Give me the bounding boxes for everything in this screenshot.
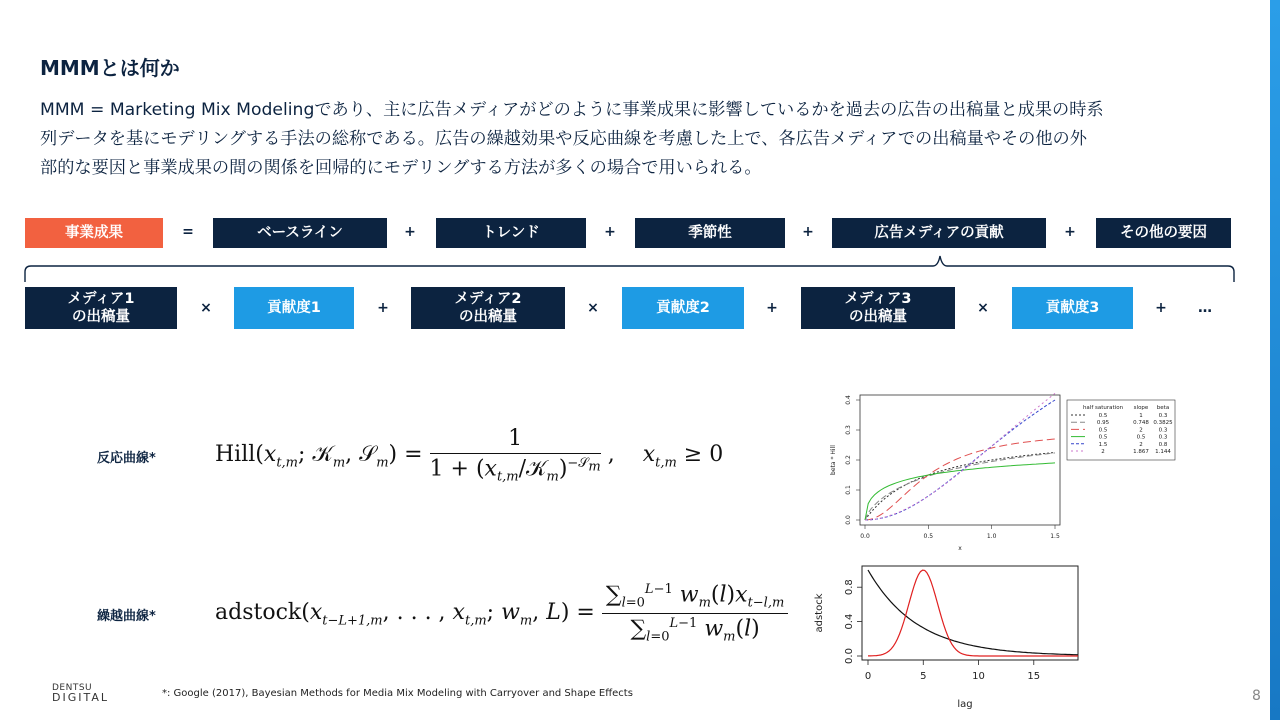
plus-sign: + [377,300,389,316]
legend-value: 1.867 [1133,449,1149,455]
y-axis-label: adstock [814,593,825,633]
plus-sign: + [1155,300,1167,316]
legend-value: 0.3 [1158,434,1168,441]
legend-value: 2 [1139,441,1143,448]
legend-value: 0.3 [1158,427,1168,434]
legend-header: slope [1133,405,1149,411]
equals-sign: = [182,224,194,240]
plus-sign: + [404,224,416,240]
hill-formula: $Hill(x_{t,m}$; 𝒦$_m$, 𝒮$_m$) = $\frac{1}{1 + (x_{t,m}/𝒦_m)^{-𝒮_m}}$ , $x_{t,m} \ge 0$ [215,426,724,485]
page-number: 8 [1252,688,1261,704]
media1-volume-label: の出稿量 [72,309,130,325]
contribution3-box: 貢献度3 [1012,287,1133,329]
y-tick-label: 0.4 [844,613,855,630]
baseline-box: ベースライン [213,218,387,248]
trend-box: トレンド [436,218,586,248]
other-factors-box: その他の要因 [1096,218,1231,248]
y-tick-label: 0.4 [845,395,852,405]
legend-value: 2 [1139,427,1143,434]
adstock-formula: $adstock(x_{t-L+1,m}$, . . . , $x_{t,m}$; $w_m$, L) = $\frac{\sum_{l=0}^{L-1} w_m(l)x_{t-l,m}}{\sum_{l=0}^{L-1} w_m(l)}$ [215,582,788,644]
x-tick-label: 0.5 [923,533,934,540]
y-tick-label: 0.0 [845,515,852,525]
footnote: *: Google (2017), Bayesian Methods for Media Mix Modeling with Carryover and Shape Effects [162,688,633,699]
media-contribution-box: 広告メディアの貢献 [832,218,1046,248]
media2-volume-label: の出稿量 [459,309,517,325]
x-tick-label: 0 [864,671,872,682]
y-tick-label: 0.2 [845,455,852,465]
times-sign: × [587,300,599,316]
adstock-series-line [868,570,1078,656]
times-sign: × [977,300,989,316]
plus-sign: + [802,224,814,240]
legend-value: 0.5 [1098,434,1108,441]
y-tick-label: 0.0 [844,648,855,664]
contribution2-box: 貢献度2 [622,287,744,329]
legend-header: half saturation [1082,405,1124,411]
slide-title: MMMとは何か [40,56,180,80]
legend-value: 0.5 [1098,427,1108,434]
plot-frame [860,395,1060,525]
x-tick-label: 10 [972,671,985,682]
hill-formula-label: 反応曲線* [97,451,156,466]
description-line: MMM = Marketing Mix Modelingであり、主に広告メディアがどのように事業成果に影響しているかを過去の広告の出稿量と成果の時系 [40,100,1104,120]
media3-volume-box [801,287,955,329]
plus-sign: + [766,300,778,316]
x-tick-label: 1.5 [1050,533,1060,540]
legend-value: 1.5 [1098,441,1108,448]
legend-value: 0.748 [1133,420,1149,427]
media3-label: メディア3 [844,291,912,307]
media1-label: メディア1 [67,291,135,307]
media3-volume-label: の出稿量 [849,309,907,325]
x-tick-label: 0.0 [860,533,870,540]
y-axis-label: beta * Hill [830,445,837,475]
hill-series-line [865,393,1055,520]
hill-curve-chart [815,388,1180,558]
adstock-series-line [868,570,1078,655]
y-tick-label: 0.8 [844,579,855,596]
legend-value: 0.5 [1098,413,1108,419]
x-tick-label: 15 [1027,671,1041,682]
legend-header: beta [1156,405,1170,411]
x-tick-label: 5 [920,671,927,682]
times-sign: × [200,300,212,316]
hill-series-line [865,400,1055,520]
media2-volume-box [411,287,565,329]
media1-volume-box [25,287,177,329]
adstock-curve-chart [800,560,1090,720]
x-axis-label: lag [957,699,973,710]
legend-value: 0.5 [1136,434,1146,441]
x-axis-label: x [958,545,962,552]
hill-series-line [865,453,1055,521]
logo-line1: DENTSU [52,683,93,693]
plus-sign: + [1064,224,1076,240]
legend-value: 1.144 [1155,449,1171,455]
media2-label: メディア2 [454,291,522,307]
hill-series-line [865,439,1055,520]
legend-value: 0.3 [1158,413,1168,419]
description-line: 部的な要因と事業成果の間の関係を回帰的にモデリングする方法が多くの場合で用いられる。 [40,158,762,178]
legend-value: 0.8 [1158,441,1168,448]
plus-sign: + [604,224,616,240]
legend-value: 0.3825 [1153,420,1173,427]
brace-connector [0,0,1280,300]
seasonality-box: 季節性 [635,218,785,248]
y-tick-label: 0.1 [845,485,852,495]
legend-value: 2 [1101,449,1105,455]
x-tick-label: 1.0 [986,533,997,540]
dentsu-digital-logo [52,684,109,702]
contribution1-box: 貢献度1 [234,287,354,329]
ellipsis: … [1198,300,1212,316]
business-result-box: 事業成果 [25,218,163,248]
hill-series-line [865,453,1055,520]
y-tick-label: 0.3 [845,425,852,435]
legend-value: 0.95 [1096,420,1110,427]
logo-line2: DIGITAL [52,691,110,704]
adstock-formula-label: 繰越曲線* [97,609,156,624]
description-line: 列データを基にモデリングする手法の総称である。広告の繰越効果や反応曲線を考慮した上で、各広告メディアでの出稿量やその他の外 [40,129,1087,149]
plot-frame [862,566,1078,660]
legend-value: 1 [1139,413,1143,419]
